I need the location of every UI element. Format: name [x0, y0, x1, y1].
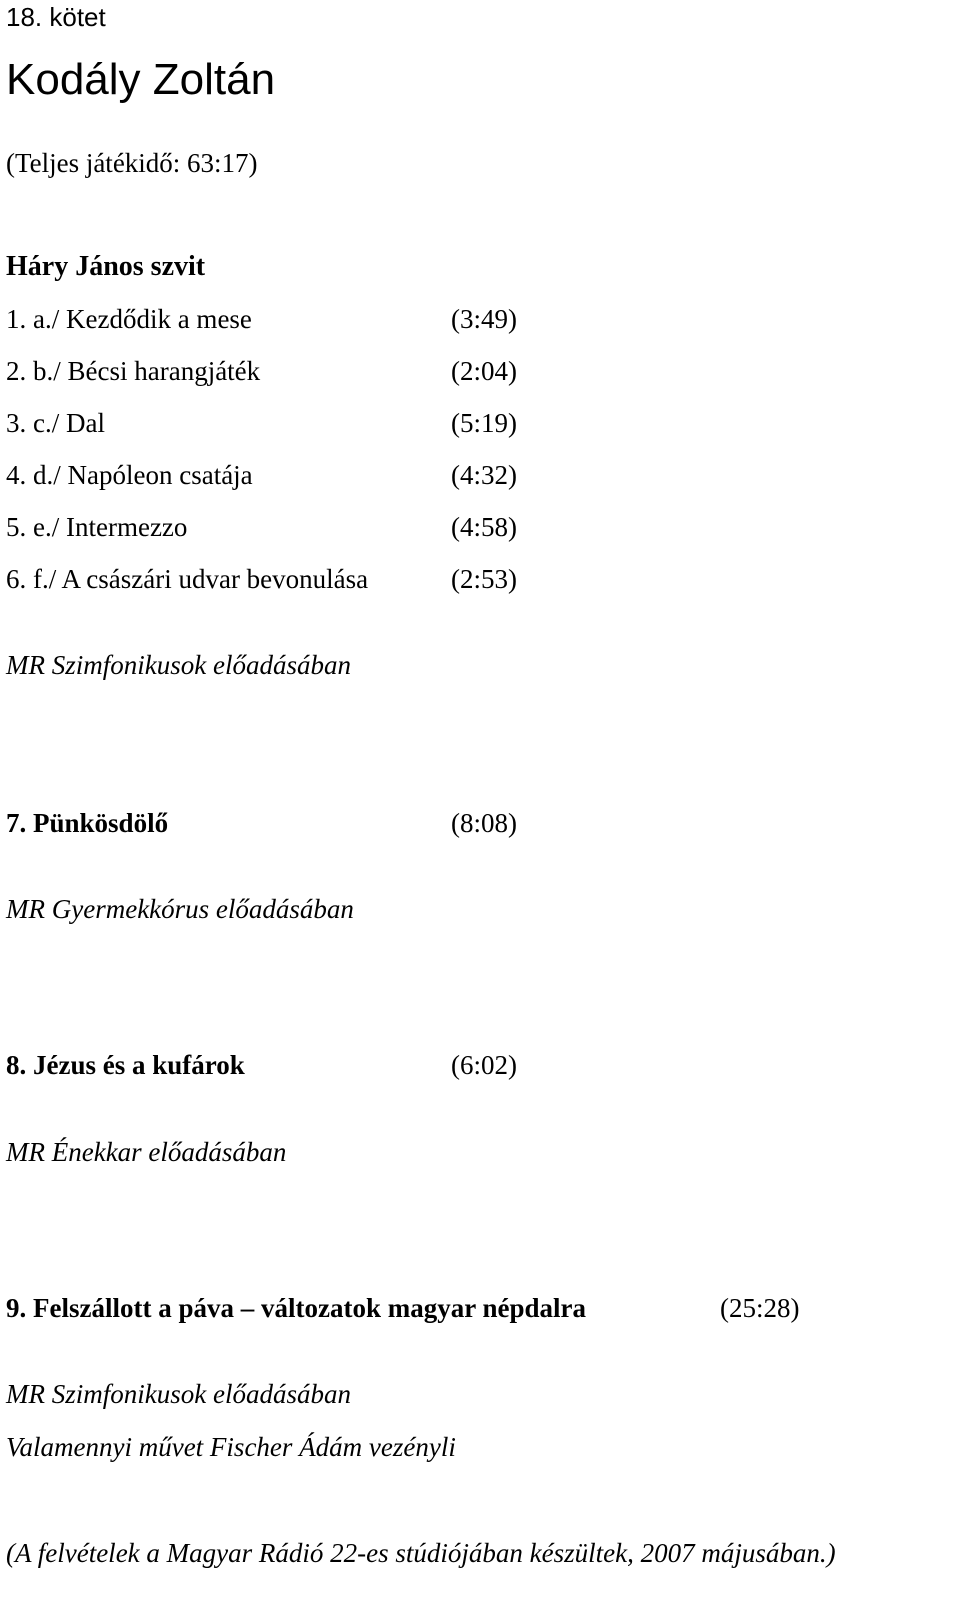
track-time: (2:53) [451, 564, 517, 594]
volume-label: 18. kötet [6, 2, 106, 32]
performer-note: MR Énekkar előadásában [6, 1137, 287, 1167]
track-label: 5. e./ Intermezzo [6, 512, 188, 542]
track-time: (3:49) [451, 304, 517, 334]
track-time: (2:04) [451, 356, 517, 386]
track-label-pava: 9. Felszállott a páva – változatok magyar népdalra [6, 1293, 586, 1323]
track-label: 6. f./ A császári udvar bevonulása [6, 564, 369, 594]
performer-note: MR Szimfonikusok előadásában [6, 1379, 351, 1409]
track-label-pinkosdolo: 7. Pünkösdölő [6, 808, 169, 838]
track-label-jezus: 8. Jézus és a kufárok [6, 1050, 245, 1080]
track-time: (4:58) [451, 512, 517, 542]
performer-note: MR Szimfonikusok előadásában [6, 650, 351, 680]
composer-title: Kodály Zoltán [6, 55, 276, 104]
total-playtime: (Teljes játékidő: 63:17) [6, 148, 258, 178]
track-time: (6:02) [451, 1050, 517, 1080]
track-time: (5:19) [451, 408, 517, 438]
track-time: (4:32) [451, 460, 517, 490]
track-label: 1. a./ Kezdődik a mese [6, 304, 252, 334]
track-time: (25:28) [720, 1293, 800, 1323]
performer-note: MR Gyermekkórus előadásában [6, 894, 354, 924]
track-label: 3. c./ Dal [6, 408, 105, 438]
track-label: 2. b./ Bécsi harangjáték [6, 356, 261, 386]
recording-footnote: (A felvételek a Magyar Rádió 22-es stúdiójában készültek, 2007 májusában.) [6, 1538, 836, 1568]
track-label: 4. d./ Napóleon csatája [6, 460, 253, 490]
conductor-note: Valamennyi művet Fischer Ádám vezényli [6, 1432, 456, 1462]
section-title-hary-janos: Háry János szvit [6, 251, 206, 282]
track-time: (8:08) [451, 808, 517, 838]
